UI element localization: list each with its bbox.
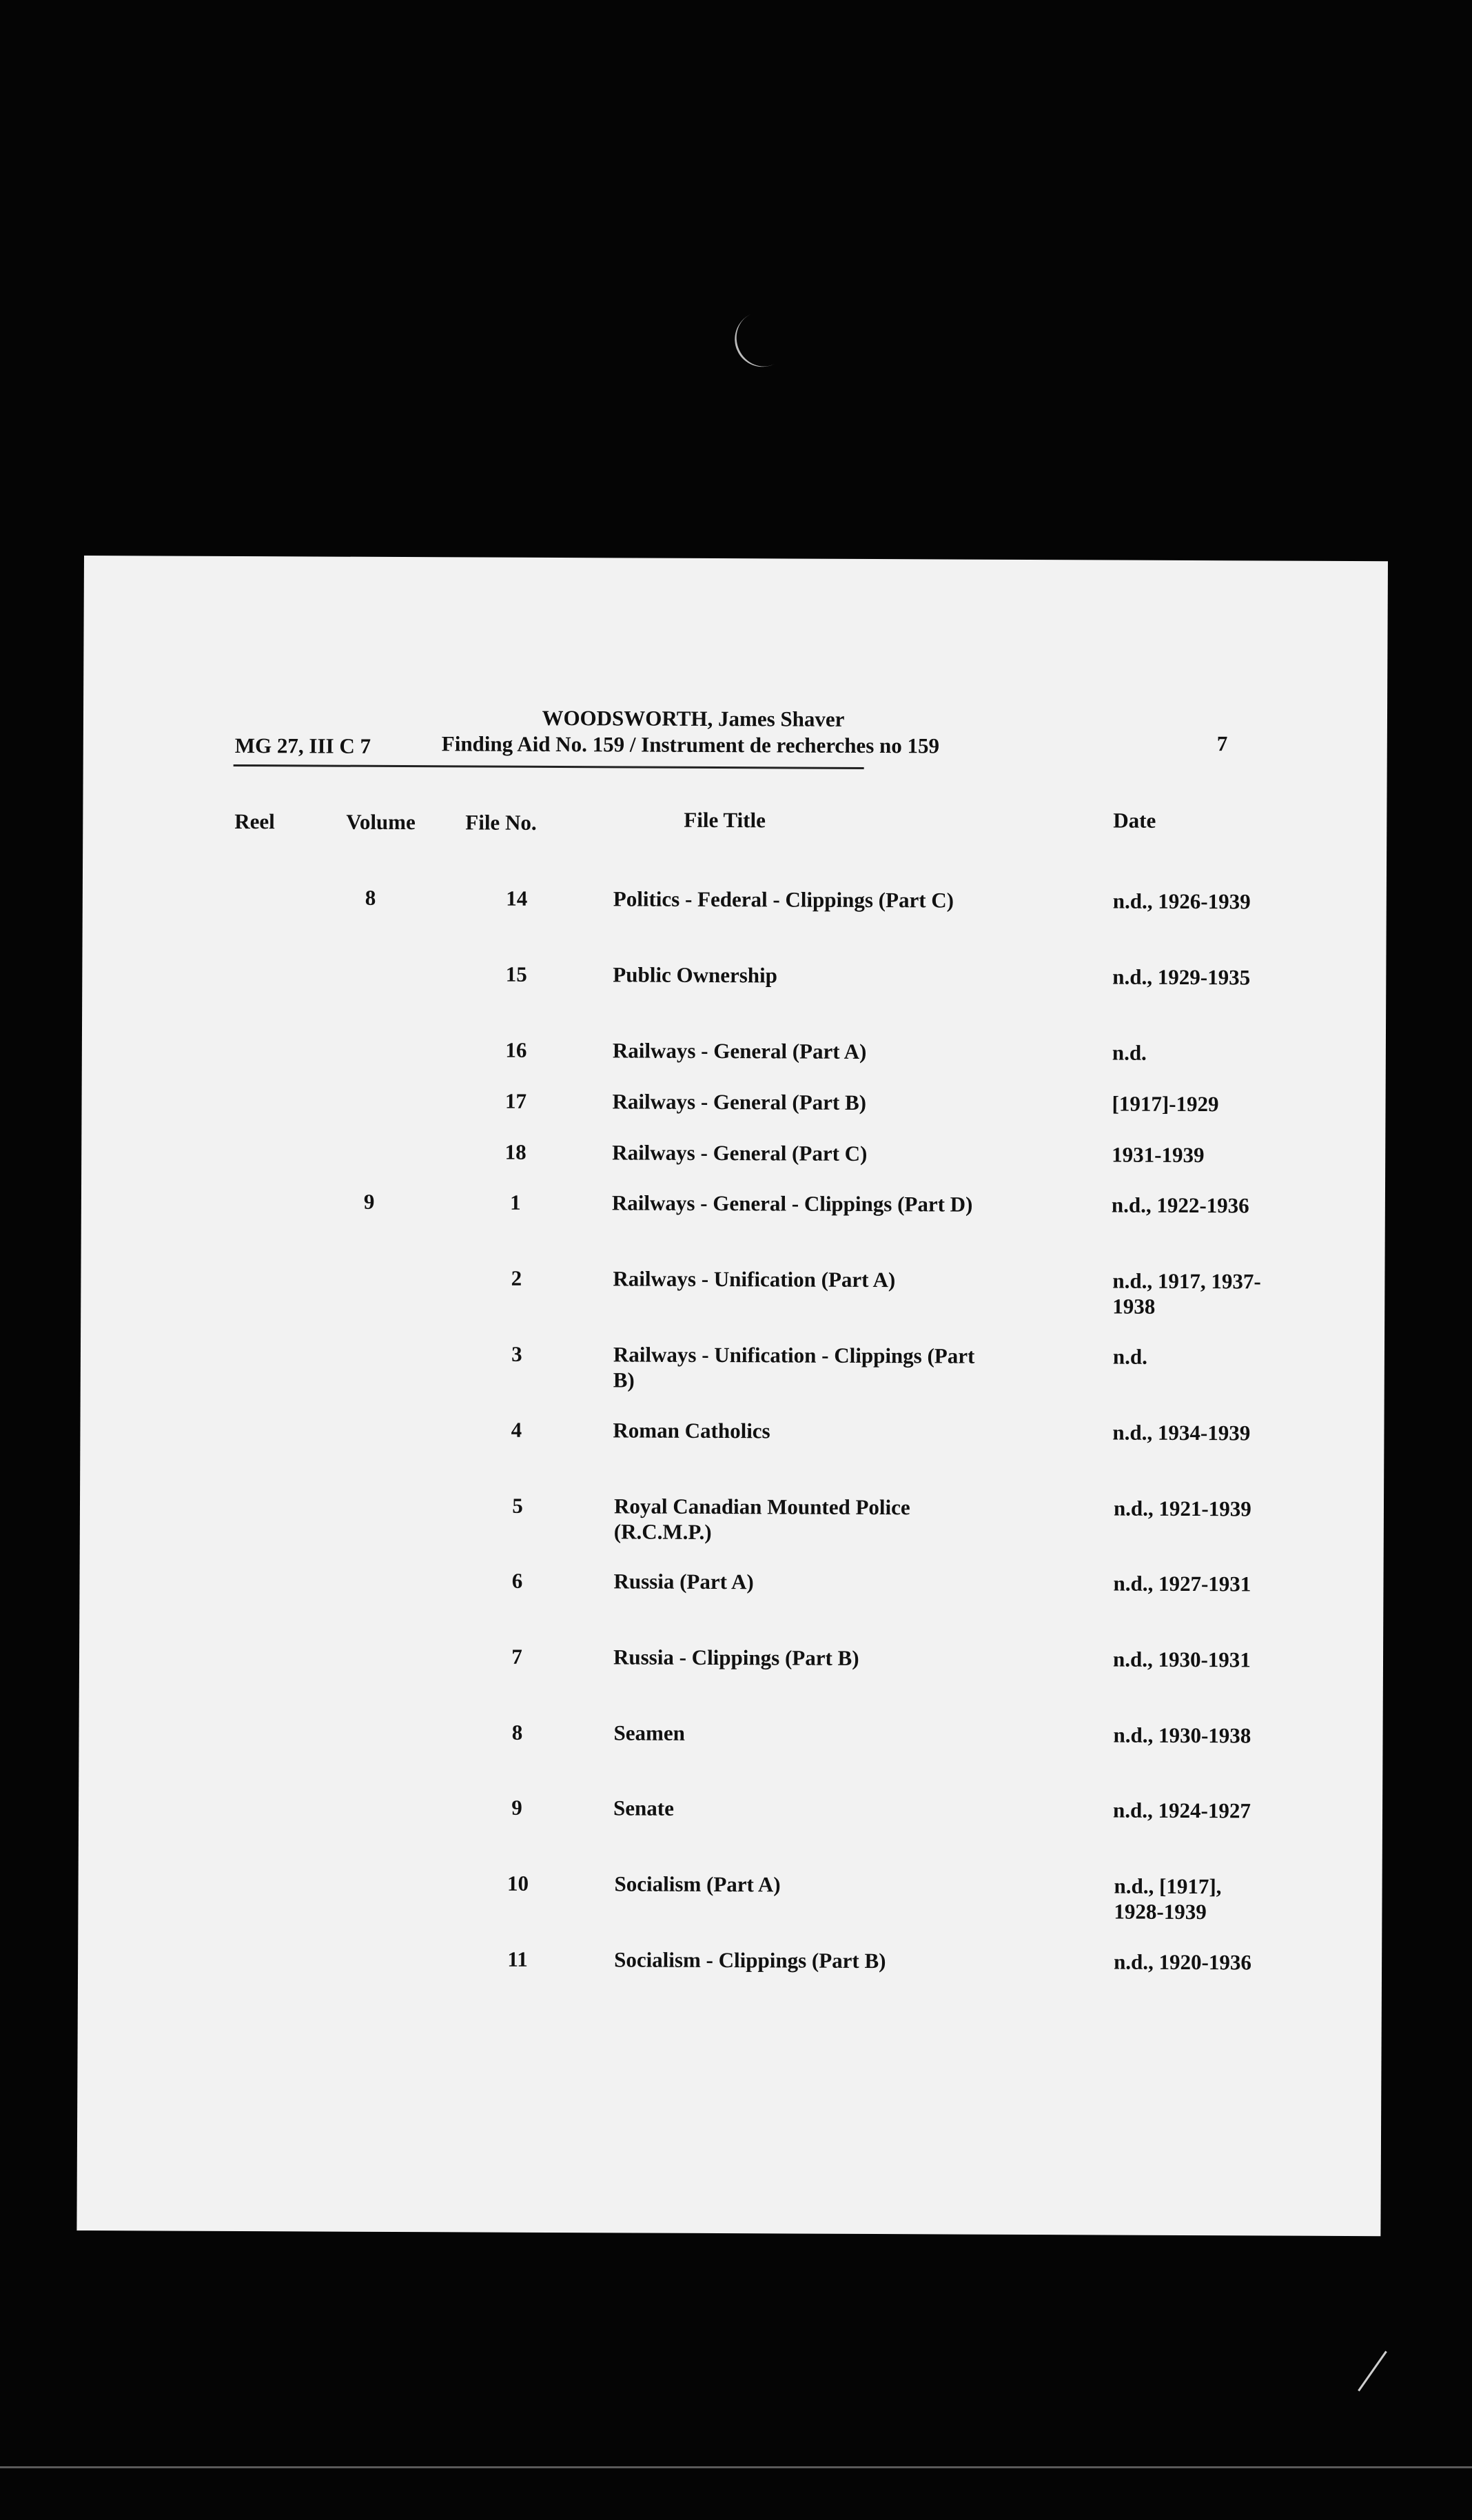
row-date: n.d., 1930-1938 — [1113, 1723, 1251, 1748]
table-row — [82, 1035, 1386, 1065]
row-date: n.d., 1917, 1937-1938 — [1112, 1268, 1261, 1319]
row-file-title: Senate — [613, 1796, 674, 1820]
row-file-title: Railways - General - Clippings (Part D) — [611, 1190, 973, 1217]
column-header-reel: Reel — [234, 809, 275, 834]
row-file-title: Russia - Clippings (Part B) — [613, 1645, 859, 1670]
row-file-title: Russia (Part A) — [613, 1569, 754, 1594]
row-file-no: 14 — [506, 886, 528, 911]
row-date: n.d., [1917], 1928-1939 — [1114, 1873, 1222, 1924]
table-row — [81, 1339, 1384, 1392]
row-file-no: 16 — [505, 1037, 527, 1062]
table-row — [81, 1137, 1385, 1168]
row-date: 1931-1939 — [1112, 1142, 1205, 1168]
row-date: n.d., 1930-1931 — [1112, 1647, 1251, 1672]
row-date: n.d., 1927-1931 — [1113, 1571, 1251, 1596]
table-row — [80, 1491, 1384, 1544]
row-file-title: Railways - General (Part C) — [612, 1140, 868, 1166]
scan-artifact — [0, 2466, 1472, 2468]
row-file-no: 17 — [504, 1088, 527, 1113]
table-row — [79, 1793, 1382, 1823]
row-file-title: Railways - Unification (Part A) — [613, 1266, 896, 1292]
scan-artifact — [726, 314, 776, 376]
column-header-file-title: File Title — [684, 807, 766, 833]
row-date: n.d., 1926-1939 — [1112, 888, 1251, 914]
row-file-title: Seamen — [613, 1720, 685, 1745]
row-date: n.d., 1934-1939 — [1112, 1420, 1251, 1445]
table-row — [82, 959, 1386, 990]
row-date: n.d. — [1112, 1344, 1148, 1369]
row-file-no: 9 — [511, 1795, 522, 1820]
document-page — [76, 556, 1388, 2236]
row-file-no: 6 — [511, 1568, 523, 1593]
row-file-title: Socialism (Part A) — [614, 1871, 781, 1897]
row-date: n.d. — [1112, 1040, 1147, 1065]
row-file-no: 18 — [504, 1139, 527, 1164]
column-header-file-no: File No. — [465, 810, 537, 835]
row-date: n.d., 1924-1927 — [1112, 1798, 1251, 1823]
table-row — [82, 1086, 1386, 1117]
column-header-date: Date — [1113, 808, 1156, 833]
table-row — [81, 1188, 1385, 1218]
scan-artifact — [1358, 2350, 1387, 2391]
page-number: 7 — [1216, 731, 1228, 756]
table-row — [79, 1869, 1382, 1924]
row-file-title: Politics - Federal - Clippings (Part C) — [613, 886, 954, 913]
header-rule — [234, 764, 864, 769]
document-subtitle: Finding Aid No. 159 / Instrument de recherches no 159 — [441, 731, 940, 758]
row-file-title: Railways - Unification - Clippings (Part B) — [613, 1342, 975, 1392]
row-file-no: 2 — [511, 1266, 522, 1290]
row-volume: 9 — [363, 1189, 375, 1214]
row-volume: 8 — [365, 885, 376, 910]
row-file-no: 3 — [511, 1341, 522, 1366]
row-file-title: Railways - General (Part B) — [612, 1089, 867, 1115]
table-row — [81, 1415, 1384, 1445]
fonds-reference: MG 27, III C 7 — [234, 733, 371, 758]
document-title: WOODSWORTH, James Shaver — [542, 705, 845, 731]
table-row — [79, 1642, 1383, 1672]
row-file-title: Royal Canadian Mounted Police (R.C.M.P.) — [613, 1494, 910, 1544]
row-date: [1917]-1929 — [1112, 1091, 1219, 1117]
row-file-no: 11 — [507, 1947, 528, 1971]
document-title-block — [441, 705, 940, 758]
table-row — [80, 1566, 1384, 1596]
row-file-no: 5 — [512, 1493, 523, 1518]
row-file-no: 1 — [510, 1190, 521, 1215]
column-header-volume: Volume — [346, 809, 416, 835]
row-file-no: 8 — [511, 1720, 523, 1745]
row-file-title: Railways - General (Part A) — [612, 1038, 867, 1064]
row-file-title: Public Ownership — [613, 962, 778, 988]
row-date: n.d., 1922-1936 — [1111, 1192, 1249, 1218]
row-file-no: 15 — [505, 962, 527, 986]
table-row — [79, 1718, 1383, 1748]
row-file-title: Socialism - Clippings (Part B) — [614, 1947, 886, 1973]
row-file-no: 7 — [511, 1644, 522, 1669]
table-row — [78, 1944, 1382, 1975]
row-file-title: Roman Catholics — [613, 1418, 770, 1443]
table-row — [81, 1263, 1385, 1319]
row-file-no: 4 — [511, 1417, 522, 1442]
row-file-no: 10 — [507, 1871, 529, 1896]
row-date: n.d., 1921-1939 — [1113, 1496, 1251, 1521]
table-row — [83, 884, 1387, 914]
row-date: n.d., 1920-1936 — [1114, 1949, 1251, 1975]
row-date: n.d., 1929-1935 — [1112, 964, 1251, 990]
